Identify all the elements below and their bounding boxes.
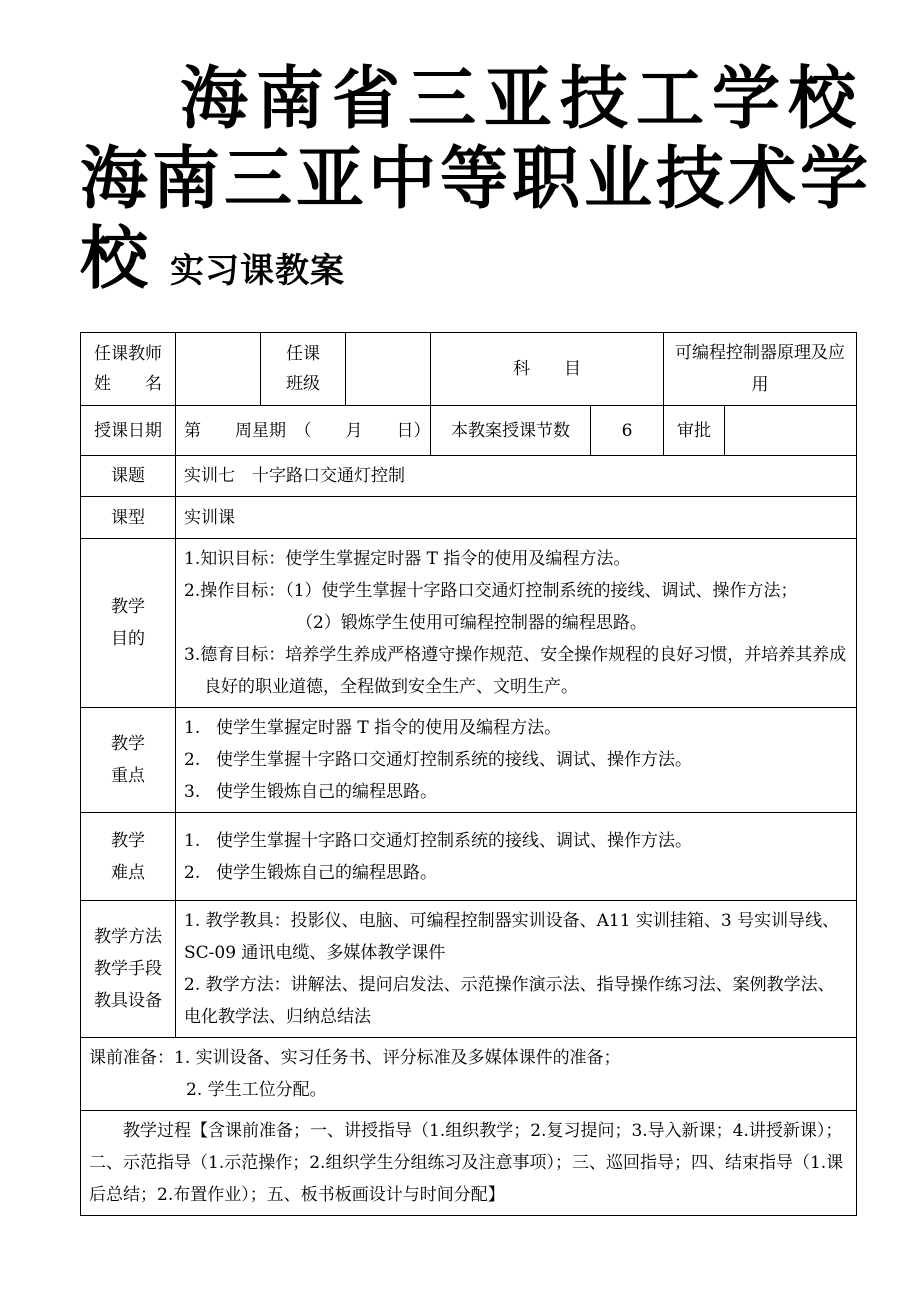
key-label-line1: 教学 <box>111 734 145 754</box>
row-key-points <box>81 708 857 813</box>
method-tools: 1. 教学教具：投影仪、电脑、可编程控制器实训设备、A11 实训挂箱、3 号实训导线、SC-09 通讯电缆、多媒体教学课件 <box>184 911 840 963</box>
teacher-label <box>81 333 176 406</box>
goal-operation: 2.操作目标：（1）使学生掌握十字路口交通灯控制系统的接线、调试、操作方法； <box>184 581 798 601</box>
row-date <box>81 406 857 456</box>
title-line-3-big: 校 <box>80 220 149 299</box>
topic-value: 实训七 十字路口交通灯控制 <box>176 456 857 497</box>
diff-label-line1: 教学 <box>111 830 145 851</box>
method-content <box>176 901 857 1038</box>
row-methods <box>81 901 857 1038</box>
class-label-line2: 班级 <box>286 374 320 394</box>
date-label: 授课日期 <box>81 406 176 456</box>
row-goals <box>81 539 857 708</box>
list-item <box>184 825 848 857</box>
list-item-number: 1. <box>184 830 201 851</box>
list-item <box>184 776 848 808</box>
row-process <box>81 1111 857 1216</box>
goal-moral: 3.德育目标：培养学生养成严格遵守操作规范、安全操作规程的良好习惯，并培养其养成良好的职业道德，全程做到安全生产、文明生产。 <box>184 645 847 697</box>
hours-value: 6 <box>591 406 664 456</box>
method-label-line1: 教学方法 <box>94 927 162 947</box>
list-item-number: 2. <box>184 862 201 883</box>
lesson-plan-table <box>80 332 857 1216</box>
title-line-2: 海南三亚中等职业技术学 <box>80 140 873 219</box>
goal-label-line2: 目的 <box>111 629 145 649</box>
document-title <box>80 60 873 311</box>
diff-content <box>176 813 857 901</box>
title-line-1: 海南省三亚技工学校 <box>180 60 865 139</box>
row-teacher <box>81 333 857 406</box>
diff-label-line2: 难点 <box>111 862 145 883</box>
key-label <box>81 708 176 813</box>
goal-content <box>176 539 857 708</box>
goal-label <box>81 539 176 708</box>
list-item-number: 2. <box>184 750 201 770</box>
title-subtitle: 实习课教案 <box>170 251 346 291</box>
diff-label <box>81 813 176 901</box>
topic-label: 课题 <box>81 456 176 497</box>
process-content: 教学过程【含课前准备；一、讲授指导（1.组织教学；2.复习提问；3.导入新课；4.讲授新课）；二、示范指导（1.示范操作；2.组织学生分组练习及注意事项）；三、巡回指导；四、结束指导（1.课后总结；2.布置作业）；五、板书板画设计与时间分配】 <box>81 1111 857 1216</box>
method-label-line3: 教具设备 <box>94 991 162 1011</box>
list-item <box>184 712 848 744</box>
class-value <box>346 333 431 406</box>
goal-knowledge: 1.知识目标：使学生掌握定时器 T 指令的使用及编程方法。 <box>184 549 631 569</box>
title-line-3 <box>80 220 860 311</box>
list-item <box>184 857 848 889</box>
hours-label: 本教案授课节数 <box>431 406 591 456</box>
list-item-text: 使学生掌握十字路口交通灯控制系统的接线、调试、操作方法。 <box>216 750 692 770</box>
method-approaches: 2. 教学方法：讲解法、提问启发法、示范操作演示法、指导操作练习法、案例教学法、电化教学法、归纳总结法 <box>184 975 835 1027</box>
list-item-text: 使学生锻炼自己的编程思路。 <box>216 862 437 883</box>
list-item-text: 使学生锻炼自己的编程思路。 <box>216 782 437 802</box>
class-label <box>261 333 346 406</box>
prep-line-2: 2. 学生工位分配。 <box>186 1080 327 1100</box>
prep-line-1: 课前准备：1. 实训设备、实习任务书、评分标准及多媒体课件的准备； <box>89 1048 621 1068</box>
teacher-value <box>176 333 261 406</box>
class-label-line1: 任课 <box>286 344 320 364</box>
goal-operation-2: （2）锻炼学生使用可编程控制器的编程思路。 <box>296 613 647 633</box>
list-item <box>184 744 848 776</box>
method-label-line2: 教学手段 <box>94 959 162 979</box>
list-item-text: 使学生掌握十字路口交通灯控制系统的接线、调试、操作方法。 <box>216 830 692 851</box>
teacher-label-line1: 任课教师 <box>94 344 162 364</box>
list-item-number: 3. <box>184 782 201 802</box>
subject-label: 科 目 <box>431 333 664 406</box>
type-value: 实训课 <box>176 497 857 539</box>
teacher-label-line2: 姓 名 <box>94 374 162 394</box>
goal-label-line1: 教学 <box>111 597 145 617</box>
method-label <box>81 901 176 1038</box>
date-value: 第 周星期 （ 月 日） <box>176 406 431 456</box>
key-content <box>176 708 857 813</box>
row-type <box>81 497 857 539</box>
row-preparation <box>81 1038 857 1111</box>
approve-label: 审批 <box>664 406 725 456</box>
row-difficulties <box>81 813 857 901</box>
approve-value <box>725 406 857 456</box>
subject-value: 可编程控制器原理及应用 <box>664 333 857 406</box>
list-item-text: 使学生掌握定时器 T 指令的使用及编程方法。 <box>216 718 562 738</box>
prep-content <box>81 1038 857 1111</box>
key-label-line2: 重点 <box>111 766 145 786</box>
type-label: 课型 <box>81 497 176 539</box>
list-item-number: 1. <box>184 718 201 738</box>
row-topic <box>81 456 857 497</box>
